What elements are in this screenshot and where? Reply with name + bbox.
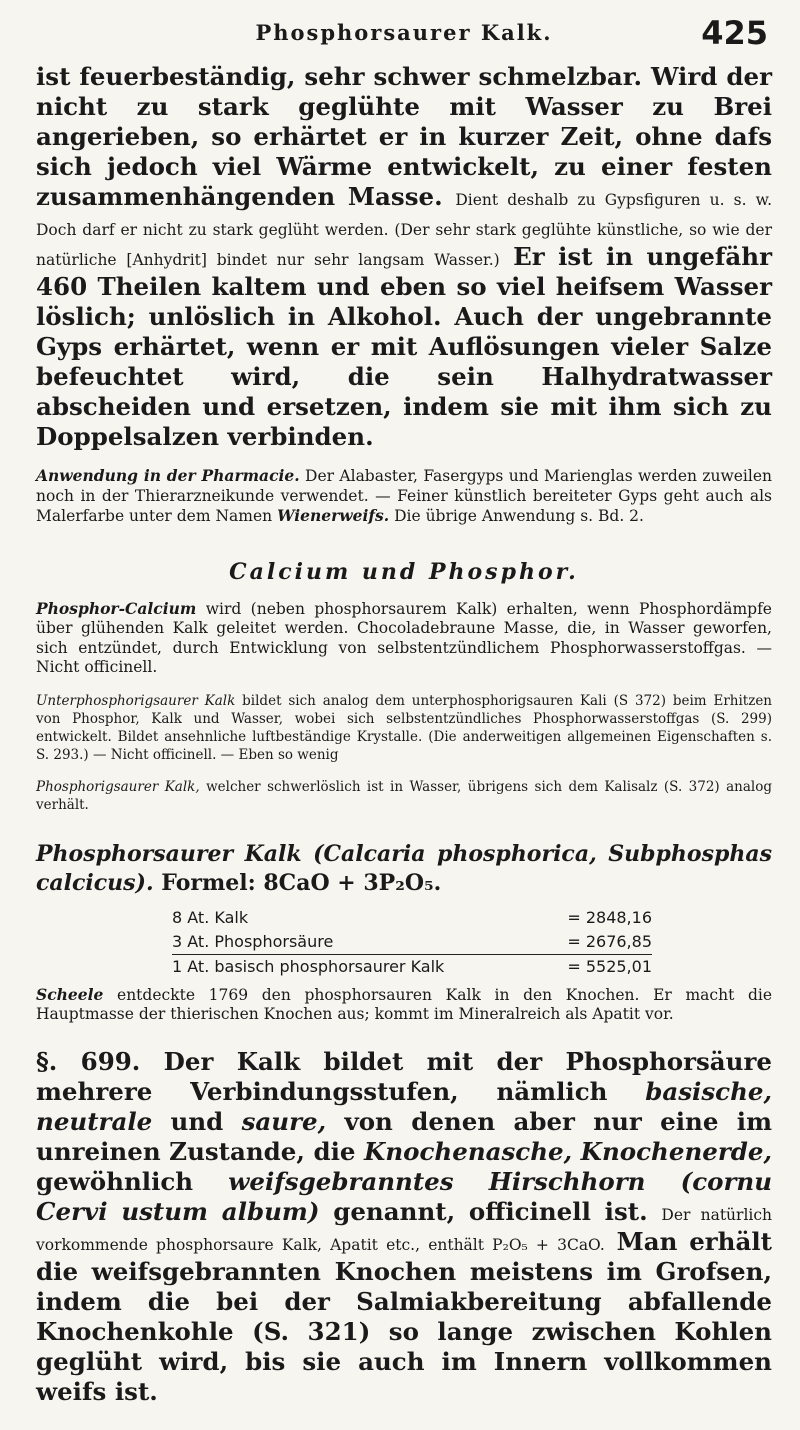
term: Unterphosphorigsaurer Kalk [36,692,236,709]
note-text: Der natürlich vorkommende phosphorsaure Kalk, Apatit etc., enthält P₂O₅ + 3CaO. [36,1205,773,1254]
body-text: wird (neben phosphorsaurem Kalk) erhalten, wenn Phosphordämpfe über glühenden Kalk geleitet werden. Chocoladebraune Masse, die, in Wasser geworfen, sich entzündet, durch Entwicklung von selbstentzündlichem Phosphorwasserstoffgas. — Nicht officinell. [36,599,772,676]
table-row-total [172,955,652,979]
table-value: = 5525,01 [567,956,652,976]
section-heading: Calcium und Phosphor. [229,558,579,585]
table-row [172,906,652,930]
composition-table [172,906,652,979]
body-text: Der Alabaster, Fasergyps und Marienglas werden zuweilen noch in der Thierarzneikunde verwendet. — Feiner künstlich bereiteter Gyps geht auch als Malerfarbe unter dem Namen [36,467,772,525]
term: Wienerweifs. [277,506,390,525]
body-text: ist feuerbeständig, sehr schwer schmelzbar. Wird der nicht zu stark geglühte mit Wasser zu Brei angerieben, so erhärtet er in kurzer Zeit, ohne dafs sich jedoch viel Wärme entwickelt, zu einer festen zusammenhängenden Masse. [36,62,772,211]
page-header [36,0,772,62]
note-text: Dient deshalb zu Gypsfiguren u. s. w. Doch darf er nicht zu stark geglüht werden. (Der sehr stark geglühte künstliche, so wie der natürliche [Anhydrit] bindet nur sehr langsam Wasser.) [36,191,772,269]
person-name: Scheele [36,984,104,1004]
body-text: gewöhnlich [36,1166,194,1196]
subsection-title: Anwendung in der Pharmacie. [36,466,300,485]
table-row [172,930,652,955]
paragraph-scheele [36,985,772,1025]
paragraph-phosphate-title [36,840,772,898]
paragraph-gyps-properties [36,62,772,452]
term: Phosphor-Calcium [36,598,197,618]
section-number: §. 699. [36,1046,141,1076]
subsection-title: Phosphorsaurer Kalk (Calcaria phosphorica, Subphosphas calcicus). [36,840,772,896]
body-text: bildet sich analog dem unterphosphorigsauren Kali (S 372) beim Erhitzen von Phosphor, Kalk und Wasser, wobei sich selbstentzündliches Phosphorwasserstoffgas (S. 299) entwickelt. Bildet ansehnliche luftbeständige Krystalle. (Die anderweitigen allgemeinen Eigenschaften s. S. 293.) — Nicht officinell. — Eben so wenig [36,692,773,763]
table-value: = 2676,85 [567,931,652,951]
formula: Formel: 8CaO + 3P₂O₅. [161,869,442,896]
body-text: von denen aber nur eine im unreinen Zustande, die [36,1106,772,1166]
body-text: Er ist in ungefähr 460 Theilen kaltem und eben so viel heifsem Wasser löslich; unlöslich in Alkohol. Auch der ungebrannte Gyps erhärtet, wenn er mit Auflösungen vieler Salze befeuchtet wird, die sein Halhydratwasser abscheiden und ersetzen, indem sie mit ihm sich zu Doppelsalzen verbinden. [36,242,772,451]
body-text: Die übrige Anwendung s. Bd. 2. [394,507,644,525]
term: basische, neutrale [36,1076,772,1136]
body-text: genannt, officinell ist. [333,1196,648,1226]
table-label: 1 At. basisch phosphorsaurer Kalk [172,956,445,976]
table-value: = 2848,16 [567,907,652,927]
term: weifsgebranntes Hirschhorn [228,1166,646,1196]
term: (cornu Cervi ustum album) [36,1166,773,1226]
table-label: 8 At. Kalk [172,907,249,927]
term: saure, [241,1106,327,1136]
page-number: 425 [701,14,768,52]
paragraph-phosphor-calcium [36,599,772,678]
body-text: Der Kalk bildet mit der Phosphorsäure mehrere Verbindungsstufen, nämlich [36,1046,772,1106]
body-text: entdeckte 1769 den phosphorsauren Kalk in den Knochen. Er macht die Hauptmasse der thierischen Knochen aus; kommt im Mineralreich als Apatit vor. [36,985,772,1023]
table-label: 3 At. Phosphorsäure [172,931,334,951]
paragraph-hypophosphite [36,692,772,764]
term: Knochenasche, Knochenerde, [364,1136,773,1166]
paragraph-section-699 [36,1047,772,1407]
paragraph-pharmacy-use [36,466,772,527]
running-title: Phosphorsaurer Kalk. [255,20,553,45]
body-text: und [170,1106,224,1136]
paragraph-phosphite [36,778,772,814]
term: Phosphorigsaurer Kalk, [36,778,200,795]
body-text: Man erhält die weifsgebrannten Knochen meistens im Grofsen, indem die bei der Salmiakbereitung abfallende Knochenkohle (S. 321) so lange zwischen Kohlen geglüht wird, bis sie auch im Innern vollkommen weifs ist. [36,1226,772,1406]
body-text: welcher schwerlöslich ist in Wasser, übrigens sich dem Kalisalz (S. 372) analog verhält. [36,778,773,813]
